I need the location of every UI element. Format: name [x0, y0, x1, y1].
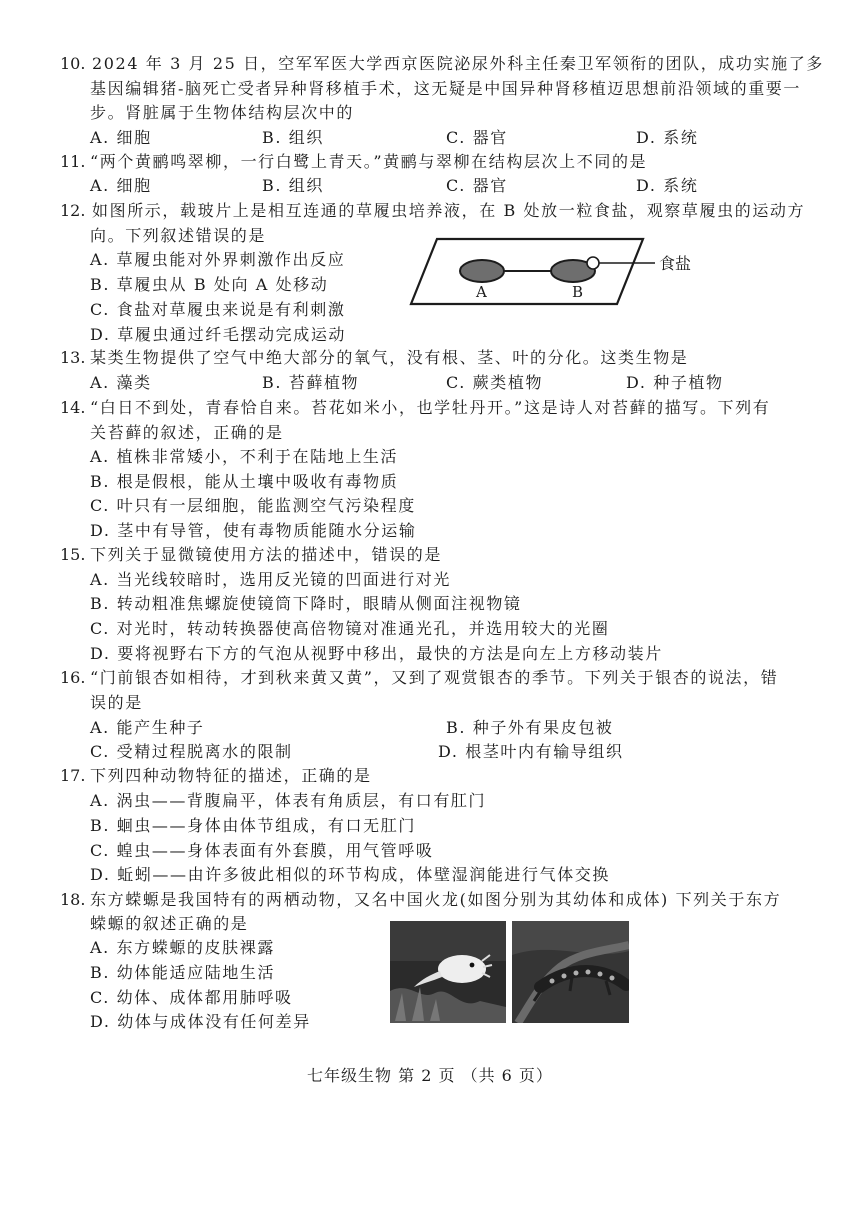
drop-b-label: B [572, 283, 584, 301]
q18-stem-line: 东方蝾螈是我国特有的两栖动物，又名中国火龙(如图分别为其幼体和成体) 下列关于东方 [90, 890, 782, 909]
q16-number: 16. [60, 668, 86, 687]
q16-stem-line: 误的是 [90, 693, 143, 712]
q14-option-c: C. 叶只有一层细胞，能监测空气污染程度 [90, 496, 416, 515]
culture-drop-a [460, 260, 504, 282]
q12-option-b: B. 草履虫从 B 处向 A 处移动 [90, 275, 329, 294]
q12-stem-line: 如图所示，载玻片上是相互连通的草履虫培养液，在 B 处放一粒食盐，观察草履虫的运动方 [92, 201, 806, 220]
q15-option-c: C. 对光时，转动转换器使高倍物镜对准通光孔，并选用较大的光圈 [90, 619, 610, 638]
q13-stem-line: 某类生物提供了空气中绝大部分的氧气，没有根、茎、叶的分化。这类生物是 [90, 348, 689, 367]
q12-option-c: C. 食盐对草履虫来说是有利刺激 [90, 300, 346, 319]
q17-option-b: B. 蛔虫——身体由体节组成，有口无肛门 [90, 816, 416, 835]
q15-option-a: A. 当光线较暗时，选用反光镜的凹面进行对光 [90, 570, 451, 589]
q18-option-d: D. 幼体与成体没有任何差异 [90, 1012, 311, 1031]
q17-number: 17. [60, 766, 86, 785]
q17-option-d: D. 蚯蚓——由许多彼此相似的环节构成，体壁湿润能进行气体交换 [90, 865, 611, 884]
q11-option-c: C. 器官 [446, 176, 508, 195]
newt-larva-photo [390, 921, 506, 1023]
q16-stem-line: “门前银杏如相待，才到秋来黄又黄”，又到了观赏银杏的季节。下列关于银杏的说法，错 [90, 668, 779, 687]
q10-option-d: D. 系统 [636, 128, 699, 147]
salt-grain [587, 257, 599, 269]
q14-stem-line: 关苔藓的叙述，正确的是 [90, 423, 284, 442]
q10-stem-line: 2024 年 3 月 25 日，空军军医大学西京医院泌尿外科主任秦卫军领衔的团队，成功实施了多 [92, 54, 824, 73]
q18-option-c: C. 幼体、成体都用肺呼吸 [90, 988, 293, 1007]
slide-diagram [405, 230, 705, 312]
q18-option-b: B. 幼体能适应陆地生活 [90, 963, 276, 982]
q11-stem-line: “两个黄鹂鸣翠柳，一行白鹭上青天。”黄鹂与翠柳在结构层次上不同的是 [90, 152, 648, 171]
q12-option-a: A. 草履虫能对外界刺激作出反应 [90, 250, 346, 269]
q18-option-a: A. 东方蝾螈的皮肤裸露 [90, 938, 275, 957]
q14-stem-line: “白日不到处，青春恰自来。苔花如米小，也学牡丹开。”这是诗人对苔藓的描写。下列有 [90, 398, 771, 417]
q12-option-d: D. 草履虫通过纤毛摆动完成运动 [90, 325, 347, 344]
q17-option-c: C. 蝗虫——身体表面有外套膜，用气管呼吸 [90, 841, 434, 860]
q14-option-d: D. 茎中有导管，使有毒物质能随水分运输 [90, 521, 417, 540]
q18-stem-line: 蝾螈的叙述正确的是 [90, 914, 249, 933]
q14-option-b: B. 根是假根，能从土壤中吸收有毒物质 [90, 472, 399, 491]
q12-number: 12. [60, 201, 86, 220]
q16-option-b: B. 种子外有果皮包被 [446, 718, 614, 737]
q11-option-b: B. 组织 [262, 176, 324, 195]
q17-option-a: A. 涡虫——背腹扁平，体表有角质层，有口有肛门 [90, 791, 487, 810]
page-footer: 七年级生物 第 2 页 （共 6 页） [307, 1066, 553, 1085]
q14-option-a: A. 植株非常矮小，不利于在陆地上生活 [90, 447, 399, 466]
q15-stem-line: 下列关于显微镜使用方法的描述中，错误的是 [90, 545, 443, 564]
q11-number: 11. [60, 152, 86, 171]
q10-stem-line: 基因编辑猪-脑死亡受者异种肾移植手术，这无疑是中国异种肾移植迈思想前沿领域的重要一 [90, 79, 802, 98]
q15-option-b: B. 转动粗准焦螺旋使镜筒下降时，眼睛从侧面注视物镜 [90, 594, 522, 613]
q15-number: 15. [60, 545, 86, 564]
newt-adult-photo [512, 921, 629, 1023]
q13-option-c: C. 蕨类植物 [446, 373, 544, 392]
q11-option-a: A. 细胞 [90, 176, 152, 195]
q10-stem-line: 步。肾脏属于生物体结构层次中的 [90, 103, 355, 122]
q16-option-a: A. 能产生种子 [90, 718, 205, 737]
drop-a-label: A [476, 283, 487, 301]
salt-label: 食盐 [659, 254, 692, 273]
q13-option-a: A. 藻类 [90, 373, 152, 392]
q15-option-d: D. 要将视野右下方的气泡从视野中移出，最快的方法是向左上方移动装片 [90, 644, 663, 663]
q10-option-a: A. 细胞 [90, 128, 152, 147]
q18-number: 18. [60, 890, 86, 909]
q16-option-d: D. 根茎叶内有输导组织 [438, 742, 624, 761]
q17-stem-line: 下列四种动物特征的描述，正确的是 [90, 766, 372, 785]
q13-option-d: D. 种子植物 [626, 373, 724, 392]
q16-option-c: C. 受精过程脱离水的限制 [90, 742, 293, 761]
q13-option-b: B. 苔藓植物 [262, 373, 360, 392]
q11-option-d: D. 系统 [636, 176, 699, 195]
q14-number: 14. [60, 398, 86, 417]
q10-number: 10. [60, 54, 86, 73]
q13-number: 13. [60, 348, 86, 367]
q10-option-b: B. 组织 [262, 128, 324, 147]
q12-stem-line: 向。下列叙述错误的是 [90, 226, 267, 245]
q10-option-c: C. 器官 [446, 128, 508, 147]
